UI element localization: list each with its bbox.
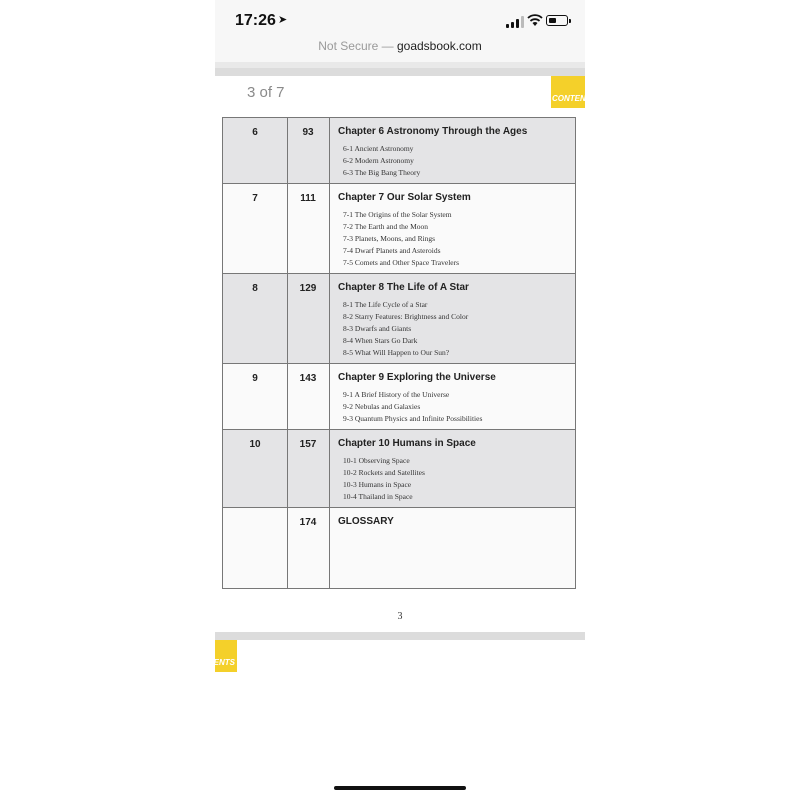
chapter-page: 157 — [299, 439, 317, 450]
table-row — [223, 118, 575, 184]
chapter-title: Chapter 8 The Life of A Star — [338, 282, 469, 293]
section-item: 9-1 A Brief History of the Universe — [343, 390, 450, 399]
section-item: 10-4 Thailand in Space — [343, 492, 413, 501]
section-list — [343, 389, 482, 425]
section-item: 6-2 Modern Astronomy — [343, 156, 414, 165]
url-domain: goadsbook.com — [396, 39, 482, 53]
address-bar[interactable] — [215, 39, 585, 53]
wifi-icon — [527, 13, 543, 27]
section-item: 9-3 Quantum Physics and Infinite Possibilities — [343, 414, 483, 423]
home-indicator[interactable] — [334, 786, 466, 790]
section-list — [343, 455, 425, 503]
section-item: 8-1 The Life Cycle of a Star — [343, 300, 428, 309]
chapter-page: 174 — [299, 517, 317, 528]
battery-icon — [546, 15, 568, 26]
contents-tab-top: CONTENTS — [551, 76, 585, 108]
cellular-signal-icon — [506, 16, 524, 28]
security-label: Not Secure — [318, 39, 379, 53]
section-item: 8-2 Starry Features: Brightness and Color — [343, 312, 469, 321]
page-number: 3 — [397, 611, 403, 622]
chapter-number: 10 — [249, 439, 261, 450]
chapter-page: 111 — [300, 193, 316, 204]
section-item: 7-4 Dwarf Planets and Asteroids — [343, 246, 441, 255]
chapter-page: 129 — [299, 283, 317, 294]
chapter-number: 9 — [252, 373, 258, 384]
section-item: 6-3 The Big Bang Theory — [343, 168, 421, 177]
chapter-page: 143 — [299, 373, 317, 384]
page-indicator: 3 of 7 — [247, 84, 285, 101]
chapter-title: Chapter 7 Our Solar System — [338, 192, 471, 203]
chapter-number: 6 — [252, 127, 258, 138]
page-gap-top — [215, 68, 585, 76]
chapter-number: 7 — [252, 193, 258, 204]
chapter-title: Chapter 10 Humans in Space — [338, 438, 476, 449]
section-list — [343, 299, 468, 359]
table-row — [223, 274, 575, 364]
table-row — [223, 364, 575, 430]
chapter-title: Chapter 6 Astronomy Through the Ages — [338, 126, 528, 137]
section-item: 8-3 Dwarfs and Giants — [343, 324, 412, 333]
section-item: 8-4 When Stars Go Dark — [343, 336, 418, 345]
chapter-number: 8 — [252, 283, 258, 294]
status-bar — [215, 0, 585, 62]
section-item: 7-2 The Earth and the Moon — [343, 222, 429, 231]
section-item: 10-3 Humans in Space — [343, 480, 412, 489]
section-item: 9-2 Nebulas and Galaxies — [343, 402, 421, 411]
chapter-page: 93 — [302, 127, 314, 138]
table-row — [223, 430, 575, 508]
chapter-title: GLOSSARY — [338, 516, 394, 527]
section-item: 6-1 Ancient Astronomy — [343, 144, 414, 153]
location-arrow-icon: ➤ — [278, 14, 288, 26]
table-of-contents — [222, 117, 576, 589]
section-list — [343, 209, 459, 269]
section-item: 7-1 The Origins of the Solar System — [343, 210, 452, 219]
chapter-title: Chapter 9 Exploring the Universe — [338, 372, 496, 383]
status-time: 17:26 — [235, 12, 276, 29]
section-item: 7-3 Planets, Moons, and Rings — [343, 234, 436, 243]
url-separator: — — [381, 39, 394, 53]
section-item: 10-1 Observing Space — [343, 456, 410, 465]
table-row — [223, 184, 575, 274]
section-item: 7-5 Comets and Other Space Travelers — [343, 258, 460, 267]
section-item: 8-5 What Will Happen to Our Sun? — [343, 348, 450, 357]
table-row — [223, 508, 575, 588]
section-list — [343, 143, 420, 179]
page-gap-bottom — [215, 632, 585, 640]
contents-tab-bottom: CONTENTS — [215, 640, 237, 672]
section-item: 10-2 Rockets and Satellites — [343, 468, 425, 477]
